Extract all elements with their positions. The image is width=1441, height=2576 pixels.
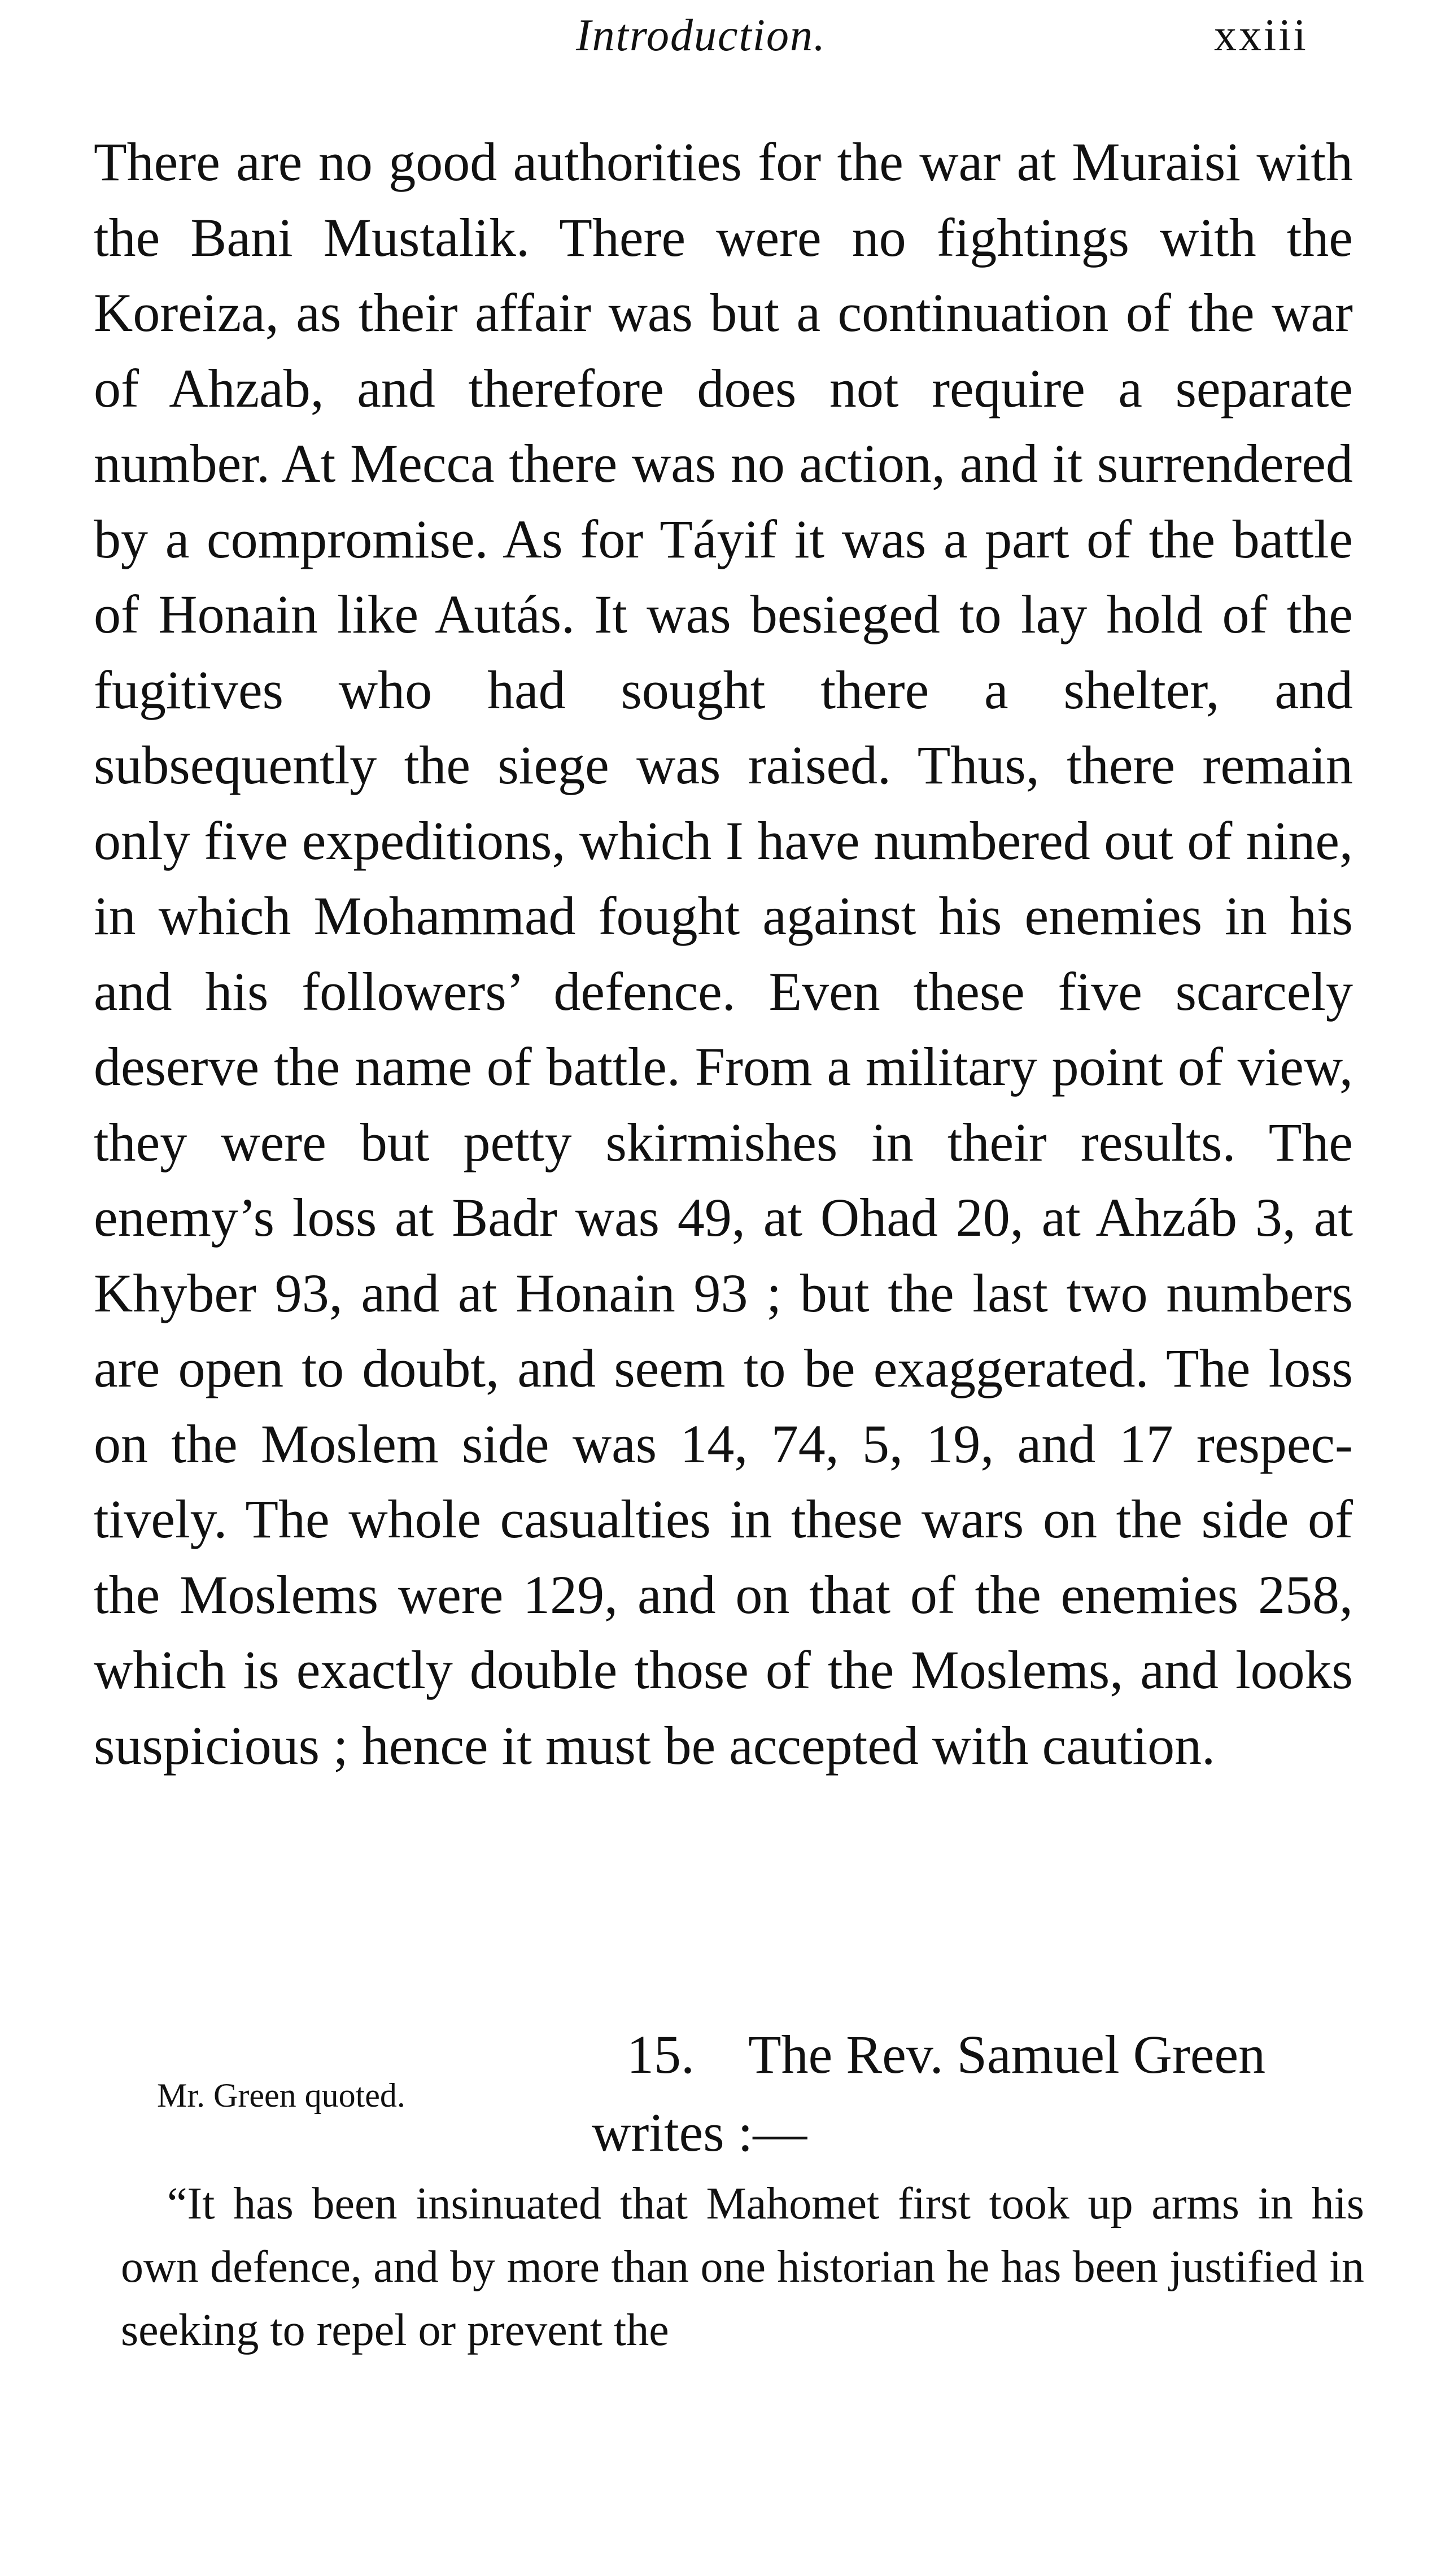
margin-note: Mr. Green quoted. xyxy=(157,2077,405,2114)
body-paragraph: There are no good authorities for the war at Muraisi with the Bani Mustalik. There were no fightings with the Koreiza, as their affair was but a continuation of the war of Ahzab, and therefore does not require a separate number. At Mecca there was no action, and it surrendered by a compromise. As for Táyif it was a part of the battle of Honain like Autás. It was besieged to lay hold of the fugitives who had sought there a shelter, and subsequently the siege was raised. Thus, there remain only five expeditions, which I have numbered out of nine, in which Mohammad fought against his enemies in his and his followers’ defence. Even these five scarcely deserve the name of battle. From a military point of view, they were but petty skirmishes in their results. The enemy’s loss at Badr was 49, at Ohad 20, at Ahzáb 3, at Khyber 93, and at Honain 93 ; but the last two numbers are open to doubt, and seem to be exaggerated. The loss on the Moslem side was 14, 74, 5, 19, and 17 respectively. The whole casualties in these wars on the side of the Moslems were 129, and on that of the enemies 258, which is exactly double those of the Moslems, and looks suspicious ; hence it must be accepted with caution. xyxy=(94,132,1353,1776)
section-heading xyxy=(627,2021,1265,2089)
quote-paragraph: “It has been insinuated that Mahomet first took up arms in his own defence, and by more than one historian he has been justified in seeking to repel or prevent the xyxy=(121,2179,1364,2355)
page-number: xxiii xyxy=(1214,11,1308,60)
section-heading-text: The Rev. Samuel Green xyxy=(748,2024,1266,2085)
running-title: Introduction. xyxy=(576,11,826,60)
section-heading-continuation: writes :— xyxy=(592,2102,807,2163)
section-number: 15. xyxy=(627,2024,695,2085)
